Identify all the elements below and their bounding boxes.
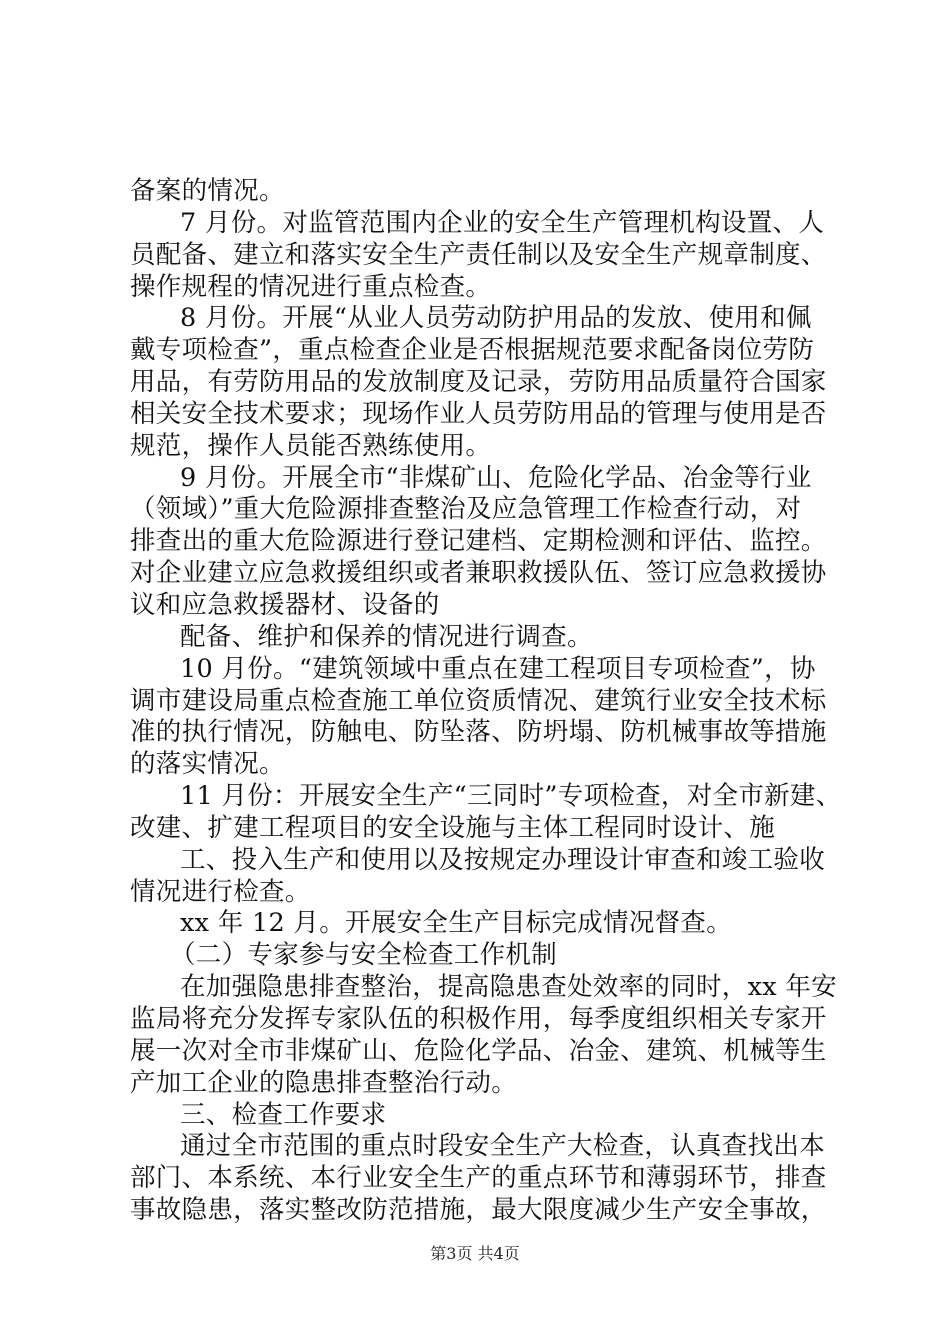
text-line: 配备、维护和保养的情况进行调查。 (180, 621, 593, 652)
text-line: 11 月份：开展安全生产“三同时”专项检查，对全市新建、 (180, 781, 842, 811)
text-line: 议和应急救援器材、设备的 (130, 590, 440, 620)
text-line: 事故隐患，落实整改防范措施，最大限度减少生产安全事故， (130, 1195, 827, 1225)
text-line: 部门、本系统、本行业安全生产的重点环节和薄弱环节，排查 (130, 1163, 827, 1194)
text-line: xx 年 12 月。开展安全生产目标完成情况督查。 (180, 908, 733, 939)
text-line: 备案的情况。 (130, 176, 285, 206)
text-line: 在加强隐患排查整治，提高隐患查处效率的同时，xx 年安 (180, 972, 837, 1003)
text-line: 排查出的重大危险源进行登记建档、定期检测和评估、监控。 (130, 526, 827, 557)
text-line: 8 月份。开展“从业人员劳动防护用品的发放、使用和佩 (180, 303, 812, 334)
section-heading: 三、检查工作要求 (180, 1099, 387, 1130)
text-line: 员配备、建立和落实安全生产责任制以及安全生产规章制度、 (130, 239, 827, 270)
text-line: （二）专家参与安全检查工作机制 (170, 940, 558, 971)
text-line: 规范，操作人员能否熟练使用。 (130, 430, 492, 461)
text-line: 操作规程的情况进行重点检查。 (130, 271, 492, 302)
text-line: 9 月份。开展全市“非煤矿山、危险化学品、冶金等行业 (180, 462, 812, 493)
text-line: （领域）”重大危险源排查整治及应急管理工作检查行动，对 (130, 494, 802, 525)
text-line: 产加工企业的隐患排查整治行动。 (130, 1067, 518, 1098)
text-line: 准的执行情况，防触电、防坠落、防坍塌、防机械事故等措施 (130, 717, 827, 748)
text-line: 相关安全技术要求；现场作业人员劳防用品的管理与使用是否 (130, 398, 827, 429)
text-line: 调市建设局重点检查施工单位资质情况、建筑行业安全技术标 (130, 685, 827, 716)
page-footer: 第3页 共4页 (430, 1244, 520, 1263)
text-line: 工、投入生产和使用以及按规定办理设计审查和竣工验收 (180, 844, 826, 875)
text-line: 改建、扩建工程项目的安全设施与主体工程同时设计、施 (130, 812, 776, 843)
text-line: 展一次对全市非煤矿山、危险化学品、冶金、建筑、机械等生 (130, 1035, 827, 1066)
text-line: 用品，有劳防用品的发放制度及记录，劳防用品质量符合国家 (130, 367, 827, 398)
text-line: 10 月份。“建筑领域中重点在建工程项目专项检查”，协 (180, 653, 816, 684)
text-line: 的落实情况。 (130, 749, 285, 780)
text-line: 情况进行检查。 (130, 876, 311, 907)
text-line: 通过全市范围的重点时段安全生产大检查，认真查找出本 (180, 1131, 826, 1162)
text-line: 戴专项检查”，重点检查企业是否根据规范要求配备岗位劳防 (130, 335, 815, 366)
text-line: 7 月份。对监管范围内企业的安全生产管理机构设置、人 (180, 207, 825, 238)
text-line: 对企业建立应急救援组织或者兼职救援队伍、签订应急救援协 (130, 558, 827, 589)
text-line: 监局将充分发挥专家队伍的积极作用，每季度组织相关专家开 (130, 1003, 827, 1034)
